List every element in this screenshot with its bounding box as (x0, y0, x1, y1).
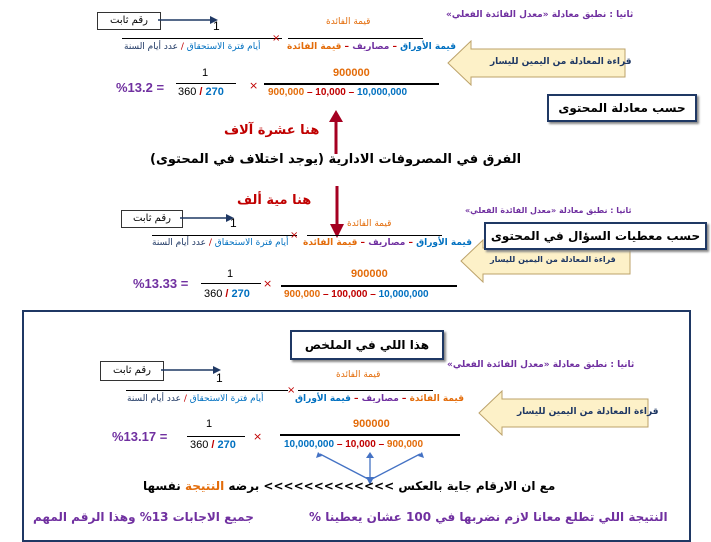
denom-left: أيام فترة الاستحقاق / عدد أيام السنة (124, 42, 261, 52)
fixed-arrow-icon-2 (180, 212, 234, 226)
section3-header: ثانيا : نطبق معادلة «معدل الفائدة الفعلي» (447, 360, 635, 370)
fixed-number-box: رقم ثابت (97, 12, 161, 30)
interest-numerator: قيمة الفائدة (326, 17, 371, 27)
numerator-value-2: 900000 (351, 268, 388, 280)
times-sign-b-3: × (253, 430, 263, 443)
fraction-line-right-2 (307, 235, 442, 236)
values-fraction-line-2 (281, 285, 457, 287)
hundred-thousand-note: هنا مية ألف (237, 193, 312, 208)
interest-numerator-3: قيمة الفائدة (336, 370, 381, 380)
fraction-line-left-3 (126, 390, 288, 391)
one-numerator: 1 (213, 19, 220, 33)
denom-right-2: قيمة الأوراق – مصاريف – قيمة الفائدة (303, 238, 472, 248)
difference-note: الفرق في المصروفات الادارية (يوجد اختلاف في المحتوى) (150, 152, 522, 167)
denominator-values-3: 10,000,000 – 10,000 – 900,000 (284, 439, 424, 450)
fixed-number-box-3: رقم ثابت (100, 361, 164, 381)
question-data-label: حسب معطيات السؤال في المحتوى (484, 222, 707, 250)
fraction-line-left-2 (152, 235, 297, 236)
fixed-arrow-icon-3 (161, 364, 221, 378)
fixed-arrow-icon (158, 14, 218, 28)
denominator-values-2: 900,000 – 100,000 – 10,000,000 (284, 289, 429, 300)
times-sign: × (272, 33, 281, 44)
reverse-numbers-note: مع ان الارقام جاية بالعكس >>>>>>>>>>>>> برضه النتيجة نفسها (143, 479, 556, 493)
fraction-line-left (122, 38, 282, 39)
multiply-by-100-note: النتيجة اللي تطلع معانا لازم نضربها في 100 عشان يعطينا % (309, 510, 668, 524)
all-answers-note: جميع الاجابات 13% وهذا الرقم المهم (33, 510, 254, 524)
numerator-value: 900000 (333, 67, 370, 79)
numerator-value-3: 900000 (353, 418, 390, 430)
days-fraction-line-2 (201, 283, 261, 284)
one-numerator-3: 1 (216, 371, 223, 385)
reading-callout-text-2: قراءة المعادلة من اليمين لليسار (490, 255, 616, 264)
result-value: %13.2 = (116, 80, 165, 95)
reading-callout-text: قراءة المعادلة من اليمين لليسار (490, 57, 632, 67)
denom-left-2: أيام فترة الاستحقاق / عدد أيام السنة (152, 238, 289, 248)
section2-header: ثانيا : نطبق معادلة «معدل الفائدة الفعلي» (465, 206, 632, 215)
one-b-2: 1 (227, 268, 234, 280)
reading-callout-text-3: قراءة المعادلة من اليمين لليسار (517, 407, 659, 417)
days-fraction: 360 / 270 (178, 86, 224, 98)
section1-header: ثانيا : نطبق معادلة «معدل الفائدة الفعلي» (446, 10, 634, 20)
down-arrow-icon (328, 186, 346, 238)
interest-numerator-2: قيمة الفائدة (347, 219, 392, 229)
one-numerator-2: 1 (230, 216, 237, 230)
denominator-values: 900,000 – 10,000 – 10,000,000 (268, 87, 408, 98)
days-fraction-line-3 (187, 436, 245, 437)
denom-right: قيمة الأوراق – مصاريف – قيمة الفائدة (287, 42, 456, 52)
times-sign-2: × (290, 230, 299, 241)
up-arrow-icon (327, 110, 345, 154)
ten-thousand-note: هنا عشرة آلاف (224, 123, 320, 138)
fraction-line-right-3 (298, 390, 433, 391)
denom-left-3: أيام فترة الاستحقاق / عدد أيام السنة (127, 394, 264, 404)
values-fraction-line-3 (280, 434, 460, 436)
times-sign-b-2: × (263, 277, 273, 290)
times-sign-3: × (287, 385, 296, 396)
days-fraction-2: 360 / 270 (204, 288, 250, 300)
one-b-3: 1 (206, 418, 213, 430)
denom-right-3: قيمة الفائدة – مصاريف – قيمة الأوراق (295, 394, 464, 404)
one-b: 1 (202, 67, 209, 79)
days-fraction-3: 360 / 270 (190, 439, 236, 451)
content-equation-label: حسب معادلة المحتوى (547, 94, 697, 122)
result-value-3: %13.17 = (112, 429, 168, 444)
fraction-line-right (288, 38, 423, 39)
times-sign-b: × (249, 79, 259, 92)
days-fraction-line (176, 83, 236, 84)
result-value-2: %13.33 = (133, 276, 189, 291)
values-fraction-line (264, 83, 439, 85)
summary-title: هذا اللي في الملخص (290, 330, 444, 360)
fixed-number-box-2: رقم ثابت (121, 210, 183, 228)
